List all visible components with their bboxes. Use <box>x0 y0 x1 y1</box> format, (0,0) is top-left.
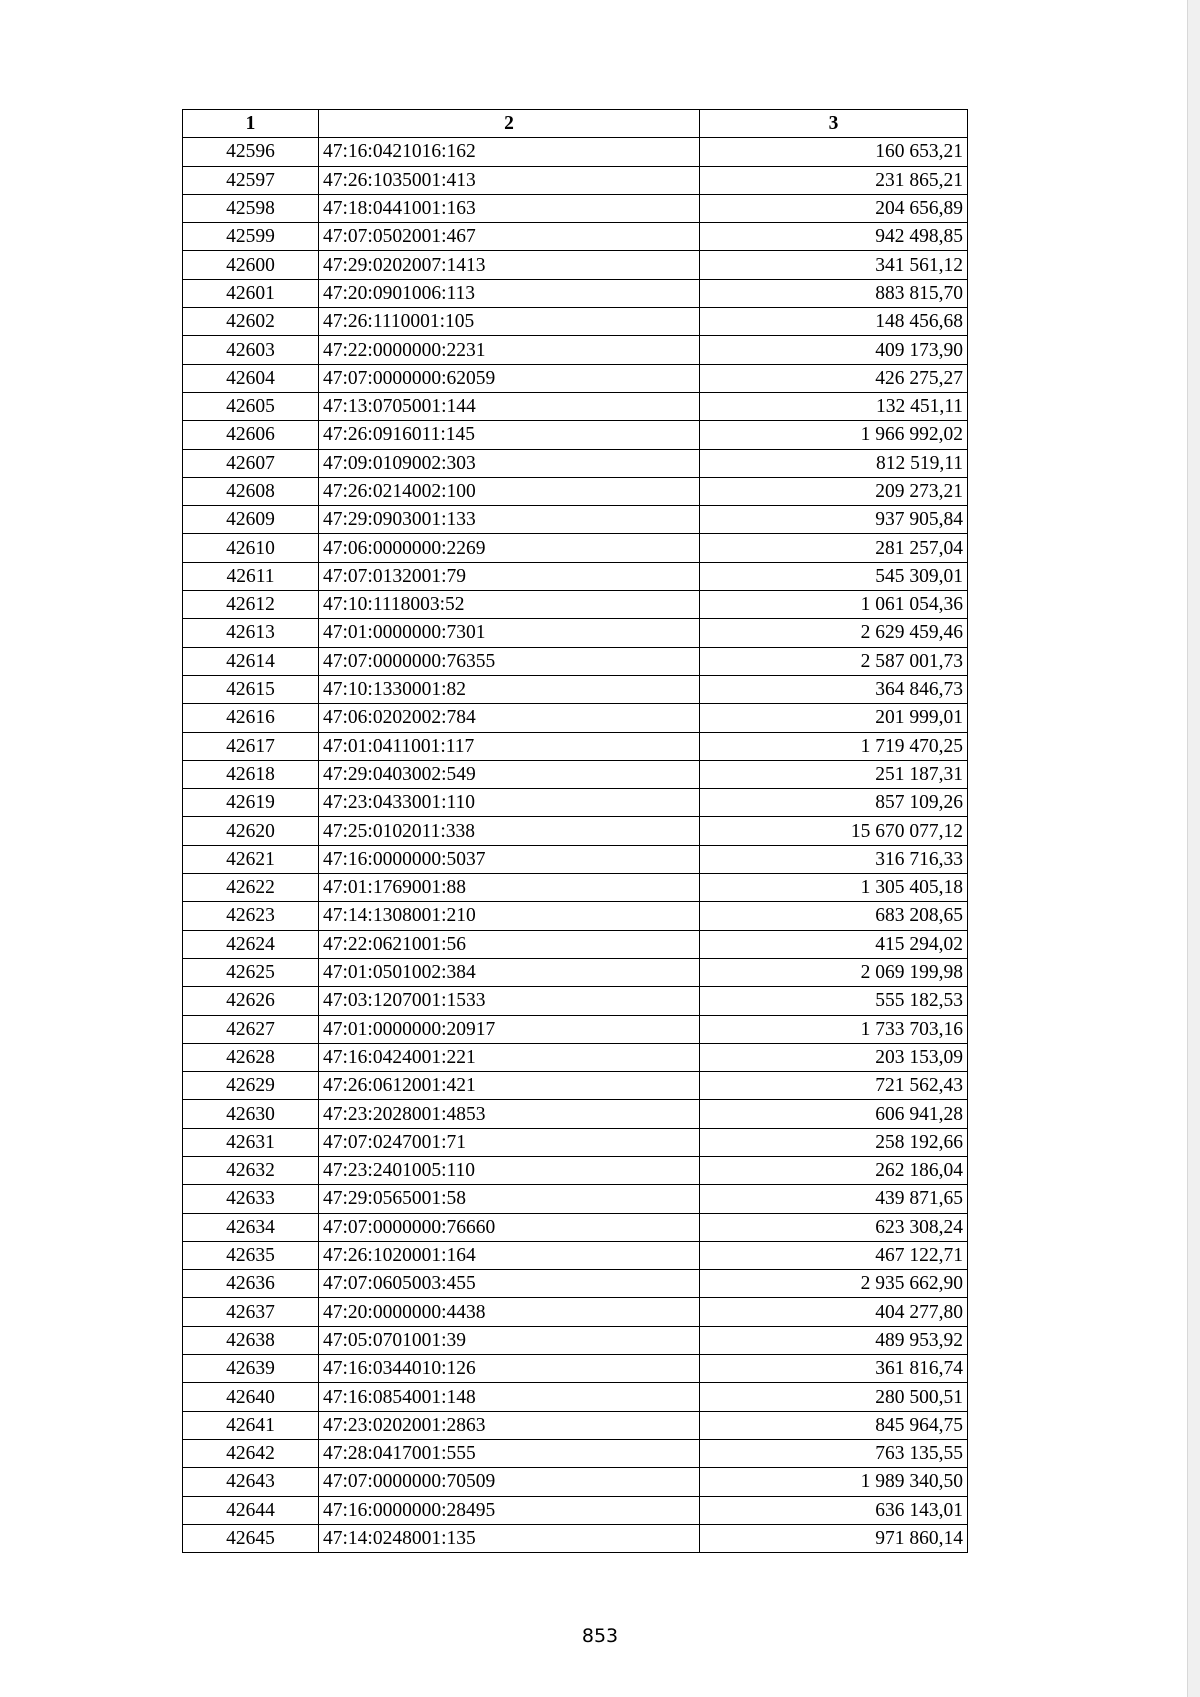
cadastral-number-cell: 47:16:0344010:126 <box>319 1355 700 1383</box>
value-cell: 251 187,31 <box>700 760 968 788</box>
cadastral-number-cell: 47:07:0000000:76660 <box>319 1213 700 1241</box>
row-number-cell: 42606 <box>183 421 319 449</box>
cadastral-number-cell: 47:29:0903001:133 <box>319 506 700 534</box>
value-cell: 883 815,70 <box>700 279 968 307</box>
row-number-cell: 42598 <box>183 194 319 222</box>
table-row <box>183 591 968 619</box>
row-number-cell: 42600 <box>183 251 319 279</box>
table-row <box>183 534 968 562</box>
cadastral-number-cell: 47:23:0202001:2863 <box>319 1411 700 1439</box>
table-row <box>183 619 968 647</box>
cadastral-number-cell: 47:26:0214002:100 <box>319 477 700 505</box>
table-row <box>183 562 968 590</box>
row-number-cell: 42602 <box>183 308 319 336</box>
value-cell: 361 816,74 <box>700 1355 968 1383</box>
value-cell: 1 989 340,50 <box>700 1468 968 1496</box>
table-row <box>183 1156 968 1184</box>
value-cell: 845 964,75 <box>700 1411 968 1439</box>
cadastral-number-cell: 47:26:1110001:105 <box>319 308 700 336</box>
cadastral-number-cell: 47:01:0000000:20917 <box>319 1015 700 1043</box>
value-cell: 439 871,65 <box>700 1185 968 1213</box>
table-row <box>183 336 968 364</box>
row-number-cell: 42617 <box>183 732 319 760</box>
table-row <box>183 364 968 392</box>
table-row <box>183 279 968 307</box>
value-cell: 467 122,71 <box>700 1241 968 1269</box>
value-cell: 763 135,55 <box>700 1439 968 1467</box>
cadastral-number-cell: 47:01:1769001:88 <box>319 874 700 902</box>
table-row <box>183 449 968 477</box>
value-cell: 1 061 054,36 <box>700 591 968 619</box>
table-row <box>183 1100 968 1128</box>
row-number-cell: 42623 <box>183 902 319 930</box>
value-cell: 623 308,24 <box>700 1213 968 1241</box>
value-cell: 1 719 470,25 <box>700 732 968 760</box>
row-number-cell: 42616 <box>183 704 319 732</box>
cadastral-number-cell: 47:23:0433001:110 <box>319 789 700 817</box>
table-row <box>183 138 968 166</box>
row-number-cell: 42613 <box>183 619 319 647</box>
cadastral-number-cell: 47:16:0424001:221 <box>319 1043 700 1071</box>
row-number-cell: 42633 <box>183 1185 319 1213</box>
value-cell: 683 208,65 <box>700 902 968 930</box>
table-header <box>183 110 968 138</box>
table-row <box>183 732 968 760</box>
value-cell: 636 143,01 <box>700 1496 968 1524</box>
row-number-cell: 42621 <box>183 845 319 873</box>
row-number-cell: 42597 <box>183 166 319 194</box>
value-cell: 2 935 662,90 <box>700 1270 968 1298</box>
table-row <box>183 1128 968 1156</box>
cadastral-number-cell: 47:25:0102011:338 <box>319 817 700 845</box>
cadastral-number-cell: 47:06:0202002:784 <box>319 704 700 732</box>
table-row <box>183 902 968 930</box>
row-number-cell: 42627 <box>183 1015 319 1043</box>
cadastral-number-cell: 47:22:0000000:2231 <box>319 336 700 364</box>
table-row <box>183 1411 968 1439</box>
cadastral-number-cell: 47:23:2028001:4853 <box>319 1100 700 1128</box>
row-number-cell: 42596 <box>183 138 319 166</box>
value-cell: 857 109,26 <box>700 789 968 817</box>
row-number-cell: 42635 <box>183 1241 319 1269</box>
table-row <box>183 1241 968 1269</box>
value-cell: 209 273,21 <box>700 477 968 505</box>
table-body <box>183 138 968 1553</box>
cadastral-number-cell: 47:07:0132001:79 <box>319 562 700 590</box>
table-row <box>183 1496 968 1524</box>
table-row <box>183 1270 968 1298</box>
row-number-cell: 42642 <box>183 1439 319 1467</box>
data-table <box>182 109 968 1553</box>
table-row <box>183 1043 968 1071</box>
value-cell: 201 999,01 <box>700 704 968 732</box>
cadastral-number-cell: 47:26:1020001:164 <box>319 1241 700 1269</box>
row-number-cell: 42626 <box>183 987 319 1015</box>
cadastral-number-cell: 47:26:0916011:145 <box>319 421 700 449</box>
row-number-cell: 42612 <box>183 591 319 619</box>
value-cell: 341 561,12 <box>700 251 968 279</box>
row-number-cell: 42637 <box>183 1298 319 1326</box>
row-number-cell: 42615 <box>183 675 319 703</box>
cadastral-number-cell: 47:20:0901006:113 <box>319 279 700 307</box>
cadastral-number-cell: 47:29:0403002:549 <box>319 760 700 788</box>
cadastral-number-cell: 47:09:0109002:303 <box>319 449 700 477</box>
value-cell: 937 905,84 <box>700 506 968 534</box>
row-number-cell: 42624 <box>183 930 319 958</box>
table-row <box>183 308 968 336</box>
value-cell: 132 451,11 <box>700 392 968 420</box>
row-number-cell: 42636 <box>183 1270 319 1298</box>
table-row <box>183 1072 968 1100</box>
table-row <box>183 1439 968 1467</box>
row-number-cell: 42630 <box>183 1100 319 1128</box>
cadastral-number-cell: 47:07:0247001:71 <box>319 1128 700 1156</box>
row-number-cell: 42611 <box>183 562 319 590</box>
value-cell: 203 153,09 <box>700 1043 968 1071</box>
value-cell: 280 500,51 <box>700 1383 968 1411</box>
value-cell: 489 953,92 <box>700 1326 968 1354</box>
value-cell: 2 629 459,46 <box>700 619 968 647</box>
row-number-cell: 42603 <box>183 336 319 364</box>
value-cell: 231 865,21 <box>700 166 968 194</box>
row-number-cell: 42622 <box>183 874 319 902</box>
row-number-cell: 42610 <box>183 534 319 562</box>
table-row <box>183 1524 968 1552</box>
cadastral-number-cell: 47:01:0411001:117 <box>319 732 700 760</box>
value-cell: 409 173,90 <box>700 336 968 364</box>
table-row <box>183 1383 968 1411</box>
table-row <box>183 958 968 986</box>
table-row <box>183 845 968 873</box>
table-row <box>183 789 968 817</box>
value-cell: 971 860,14 <box>700 1524 968 1552</box>
row-number-cell: 42618 <box>183 760 319 788</box>
row-number-cell: 42609 <box>183 506 319 534</box>
cadastral-number-cell: 47:01:0501002:384 <box>319 958 700 986</box>
table-row <box>183 817 968 845</box>
page-edge <box>1187 0 1200 1697</box>
table-row <box>183 1185 968 1213</box>
row-number-cell: 42601 <box>183 279 319 307</box>
row-number-cell: 42619 <box>183 789 319 817</box>
cadastral-number-cell: 47:07:0605003:455 <box>319 1270 700 1298</box>
cadastral-number-cell: 47:01:0000000:7301 <box>319 619 700 647</box>
row-number-cell: 42644 <box>183 1496 319 1524</box>
value-cell: 2 069 199,98 <box>700 958 968 986</box>
cadastral-number-cell: 47:10:1118003:52 <box>319 591 700 619</box>
cadastral-number-cell: 47:13:0705001:144 <box>319 392 700 420</box>
cadastral-number-cell: 47:07:0502001:467 <box>319 223 700 251</box>
table-row <box>183 166 968 194</box>
cadastral-number-cell: 47:26:1035001:413 <box>319 166 700 194</box>
cadastral-number-cell: 47:23:2401005:110 <box>319 1156 700 1184</box>
table-row <box>183 223 968 251</box>
row-number-cell: 42640 <box>183 1383 319 1411</box>
table-row <box>183 1015 968 1043</box>
row-number-cell: 42639 <box>183 1355 319 1383</box>
value-cell: 426 275,27 <box>700 364 968 392</box>
cadastral-number-cell: 47:28:0417001:555 <box>319 1439 700 1467</box>
row-number-cell: 42620 <box>183 817 319 845</box>
table-row <box>183 647 968 675</box>
value-cell: 415 294,02 <box>700 930 968 958</box>
cadastral-number-cell: 47:16:0000000:28495 <box>319 1496 700 1524</box>
table-row <box>183 874 968 902</box>
value-cell: 148 456,68 <box>700 308 968 336</box>
cadastral-number-cell: 47:22:0621001:56 <box>319 930 700 958</box>
row-number-cell: 42607 <box>183 449 319 477</box>
row-number-cell: 42638 <box>183 1326 319 1354</box>
table-row <box>183 987 968 1015</box>
value-cell: 606 941,28 <box>700 1100 968 1128</box>
row-number-cell: 42643 <box>183 1468 319 1496</box>
table-row <box>183 1468 968 1496</box>
value-cell: 555 182,53 <box>700 987 968 1015</box>
value-cell: 316 716,33 <box>700 845 968 873</box>
value-cell: 1 733 703,16 <box>700 1015 968 1043</box>
header-col-2: 2 <box>319 110 700 138</box>
value-cell: 15 670 077,12 <box>700 817 968 845</box>
table-row <box>183 392 968 420</box>
value-cell: 2 587 001,73 <box>700 647 968 675</box>
table-row <box>183 1355 968 1383</box>
row-number-cell: 42605 <box>183 392 319 420</box>
value-cell: 545 309,01 <box>700 562 968 590</box>
table-row <box>183 506 968 534</box>
table-row <box>183 1326 968 1354</box>
table-row <box>183 704 968 732</box>
cadastral-number-cell: 47:06:0000000:2269 <box>319 534 700 562</box>
value-cell: 721 562,43 <box>700 1072 968 1100</box>
value-cell: 1 305 405,18 <box>700 874 968 902</box>
table-row <box>183 1298 968 1326</box>
cadastral-number-cell: 47:07:0000000:70509 <box>319 1468 700 1496</box>
value-cell: 262 186,04 <box>700 1156 968 1184</box>
header-col-1: 1 <box>183 110 319 138</box>
cadastral-number-cell: 47:29:0202007:1413 <box>319 251 700 279</box>
table-row <box>183 477 968 505</box>
cadastral-number-cell: 47:26:0612001:421 <box>319 1072 700 1100</box>
row-number-cell: 42608 <box>183 477 319 505</box>
value-cell: 281 257,04 <box>700 534 968 562</box>
table-row <box>183 760 968 788</box>
value-cell: 812 519,11 <box>700 449 968 477</box>
cadastral-number-cell: 47:29:0565001:58 <box>319 1185 700 1213</box>
cadastral-number-cell: 47:14:1308001:210 <box>319 902 700 930</box>
value-cell: 404 277,80 <box>700 1298 968 1326</box>
cadastral-number-cell: 47:07:0000000:76355 <box>319 647 700 675</box>
cadastral-number-cell: 47:16:0000000:5037 <box>319 845 700 873</box>
cadastral-number-cell: 47:20:0000000:4438 <box>319 1298 700 1326</box>
row-number-cell: 42632 <box>183 1156 319 1184</box>
value-cell: 942 498,85 <box>700 223 968 251</box>
row-number-cell: 42614 <box>183 647 319 675</box>
cadastral-number-cell: 47:14:0248001:135 <box>319 1524 700 1552</box>
row-number-cell: 42641 <box>183 1411 319 1439</box>
value-cell: 204 656,89 <box>700 194 968 222</box>
cadastral-number-cell: 47:16:0854001:148 <box>319 1383 700 1411</box>
header-col-3: 3 <box>700 110 968 138</box>
header-row <box>183 110 968 138</box>
row-number-cell: 42604 <box>183 364 319 392</box>
value-cell: 258 192,66 <box>700 1128 968 1156</box>
table-row <box>183 194 968 222</box>
cadastral-number-cell: 47:07:0000000:62059 <box>319 364 700 392</box>
value-cell: 160 653,21 <box>700 138 968 166</box>
page-number: 853 <box>581 1625 619 1647</box>
value-cell: 1 966 992,02 <box>700 421 968 449</box>
row-number-cell: 42645 <box>183 1524 319 1552</box>
cadastral-number-cell: 47:18:0441001:163 <box>319 194 700 222</box>
table-row <box>183 421 968 449</box>
table-row <box>183 930 968 958</box>
cadastral-number-cell: 47:03:1207001:1533 <box>319 987 700 1015</box>
row-number-cell: 42629 <box>183 1072 319 1100</box>
table-row <box>183 1213 968 1241</box>
cadastral-number-cell: 47:05:0701001:39 <box>319 1326 700 1354</box>
cadastral-number-cell: 47:16:0421016:162 <box>319 138 700 166</box>
table-row <box>183 675 968 703</box>
row-number-cell: 42628 <box>183 1043 319 1071</box>
row-number-cell: 42631 <box>183 1128 319 1156</box>
row-number-cell: 42599 <box>183 223 319 251</box>
value-cell: 364 846,73 <box>700 675 968 703</box>
table-row <box>183 251 968 279</box>
row-number-cell: 42634 <box>183 1213 319 1241</box>
cadastral-number-cell: 47:10:1330001:82 <box>319 675 700 703</box>
row-number-cell: 42625 <box>183 958 319 986</box>
